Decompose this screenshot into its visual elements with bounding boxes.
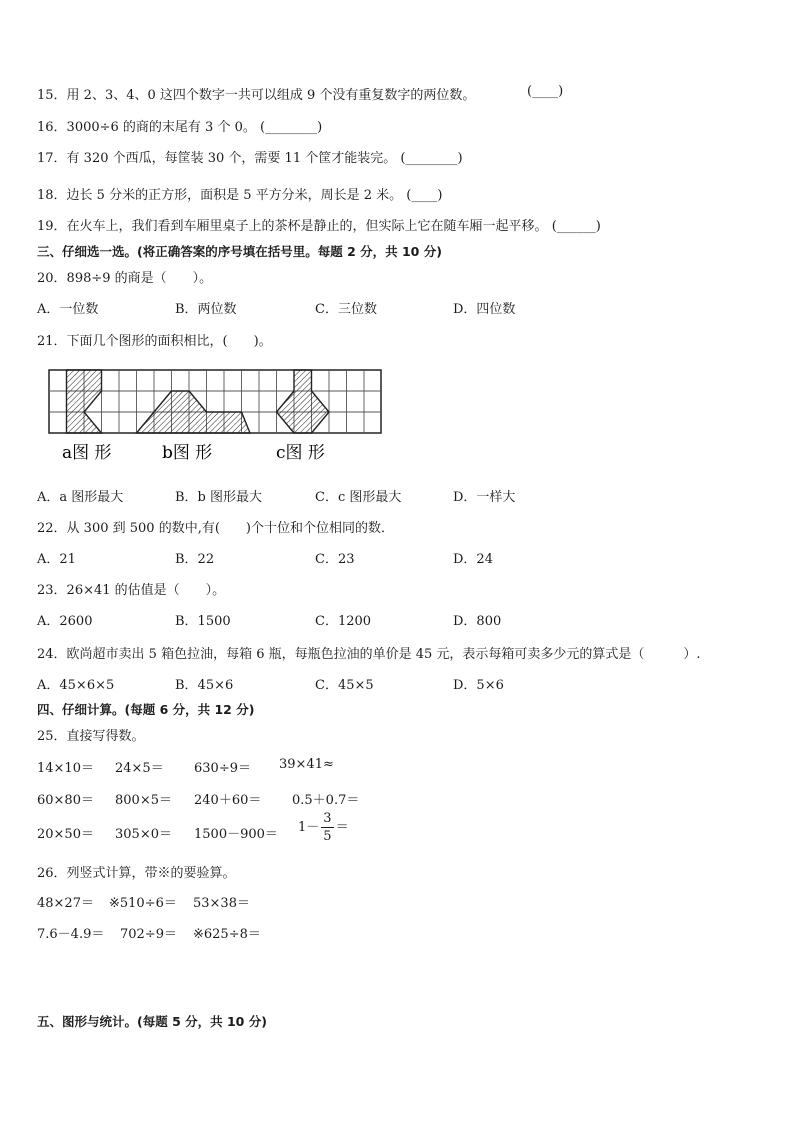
option-b[interactable]: B．b 图形最大 [175, 490, 263, 505]
option-b[interactable]: B．22 [175, 552, 215, 567]
calc-item: 0.5＋0.7＝ [292, 793, 360, 808]
calc-item: 39×41≈ [279, 757, 334, 772]
question-26-stem: 26．列竖式计算，带※的要验算。 [37, 866, 236, 881]
option-a[interactable]: A．a 图形最大 [37, 490, 124, 505]
question-text: 15．用 2、3、4、0 这四个数字一共可以组成 9 个没有重复数字的两位数。 [37, 88, 476, 103]
answer-blank-17[interactable]: (________) [400, 151, 463, 166]
question-23-stem: 23．26×41 的估值是（ ）。 [37, 583, 226, 598]
question-15 [37, 84, 475, 103]
question-17 [37, 147, 463, 166]
question-21-stem: 21．下面几个图形的面积相比，( )。 [37, 334, 272, 349]
option-a[interactable]: A．45×6×5 [37, 678, 115, 693]
fraction-denominator: 5 [323, 829, 332, 844]
calc-item: 800×5＝ [115, 793, 172, 808]
calc-item: ※510÷6＝ [109, 896, 177, 911]
question-24-stem: 24．欧尚超市卖出 5 箱色拉油，每箱 6 瓶，每瓶色拉油的单价是 45 元，表示每箱可卖多少元的算式是（ ）. [37, 647, 701, 662]
answer-blank-16[interactable]: (________) [260, 120, 323, 135]
calc-item: 240＋60＝ [194, 793, 262, 808]
area-comparison-figure [44, 366, 384, 466]
option-d[interactable]: D．一样大 [453, 490, 516, 505]
section-heading-5: 五、图形与统计。(每题 5 分，共 10 分) [37, 1014, 267, 1029]
option-c[interactable]: C．23 [315, 552, 355, 567]
calc-item: 20×50＝ [37, 827, 94, 842]
option-c[interactable]: C．45×5 [315, 678, 374, 693]
question-22-stem: 22．从 300 到 500 的数中,有( )个十位和个位相同的数． [37, 521, 394, 536]
fraction-prefix: 1－ [298, 820, 320, 835]
option-d[interactable]: D．四位数 [453, 302, 516, 317]
option-a[interactable]: A．21 [37, 552, 76, 567]
option-a[interactable]: A．一位数 [37, 302, 99, 317]
fraction [321, 812, 333, 843]
question-16 [37, 116, 322, 135]
option-b[interactable]: B．两位数 [175, 302, 237, 317]
question-text: 17．有 320 个西瓜，每筐装 30 个，需要 11 个筐才能装完。 [37, 151, 397, 166]
calc-item: 1500－900＝ [194, 827, 278, 842]
calc-item: 7.6－4.9＝ [37, 927, 105, 942]
question-25-stem: 25．直接写得数。 [37, 729, 145, 744]
section-heading-4: 四、仔细计算。(每题 6 分，共 12 分) [37, 702, 255, 717]
calc-item: 702÷9＝ [120, 927, 177, 942]
question-20-stem: 20．898÷9 的商是（ ）。 [37, 271, 213, 286]
option-c[interactable]: C．c 图形最大 [315, 490, 402, 505]
option-d[interactable]: D．5×6 [453, 678, 504, 693]
answer-blank-15[interactable]: (____) [527, 84, 564, 99]
figure-label-c: c图 形 [276, 443, 325, 463]
option-d[interactable]: D．24 [453, 552, 493, 567]
figure-label-a: a图 形 [62, 443, 112, 463]
option-a[interactable]: A．2600 [37, 614, 93, 629]
fraction-suffix: ＝ [335, 820, 349, 835]
question-text: 18．边长 5 分米的正方形，面积是 5 平方分米，周长是 2 米。 [37, 188, 403, 203]
option-d[interactable]: D．800 [453, 614, 502, 629]
calc-item: 60×80＝ [37, 793, 94, 808]
calc-item: 14×10＝ [37, 761, 94, 776]
calc-item-fraction [298, 812, 349, 843]
question-18 [37, 184, 442, 203]
question-19 [37, 215, 601, 234]
calc-item: 48×27＝ [37, 896, 94, 911]
calc-item: 630÷9＝ [194, 761, 251, 776]
answer-blank-19[interactable]: (______) [551, 219, 601, 234]
option-c[interactable]: C．三位数 [315, 302, 377, 317]
figure-label-b: b图 形 [162, 443, 213, 463]
calc-item: 53×38＝ [193, 896, 250, 911]
option-b[interactable]: B．1500 [175, 614, 231, 629]
option-c[interactable]: C．1200 [315, 614, 372, 629]
section-heading-3: 三、仔细选一选。(将正确答案的序号填在括号里。每题 2 分，共 10 分) [37, 244, 442, 259]
fraction-numerator: 3 [323, 811, 332, 826]
calc-item: 24×5＝ [115, 761, 164, 776]
option-b[interactable]: B．45×6 [175, 678, 234, 693]
answer-blank-18[interactable]: (____) [406, 188, 443, 203]
calc-item: ※625÷8＝ [193, 927, 261, 942]
question-text: 19．在火车上，我们看到车厢里桌子上的茶杯是静止的，但实际上它在随车厢一起平移。 [37, 219, 548, 234]
question-text: 16．3000÷6 的商的末尾有 3 个 0。 [37, 120, 256, 135]
calc-item: 305×0＝ [115, 827, 172, 842]
